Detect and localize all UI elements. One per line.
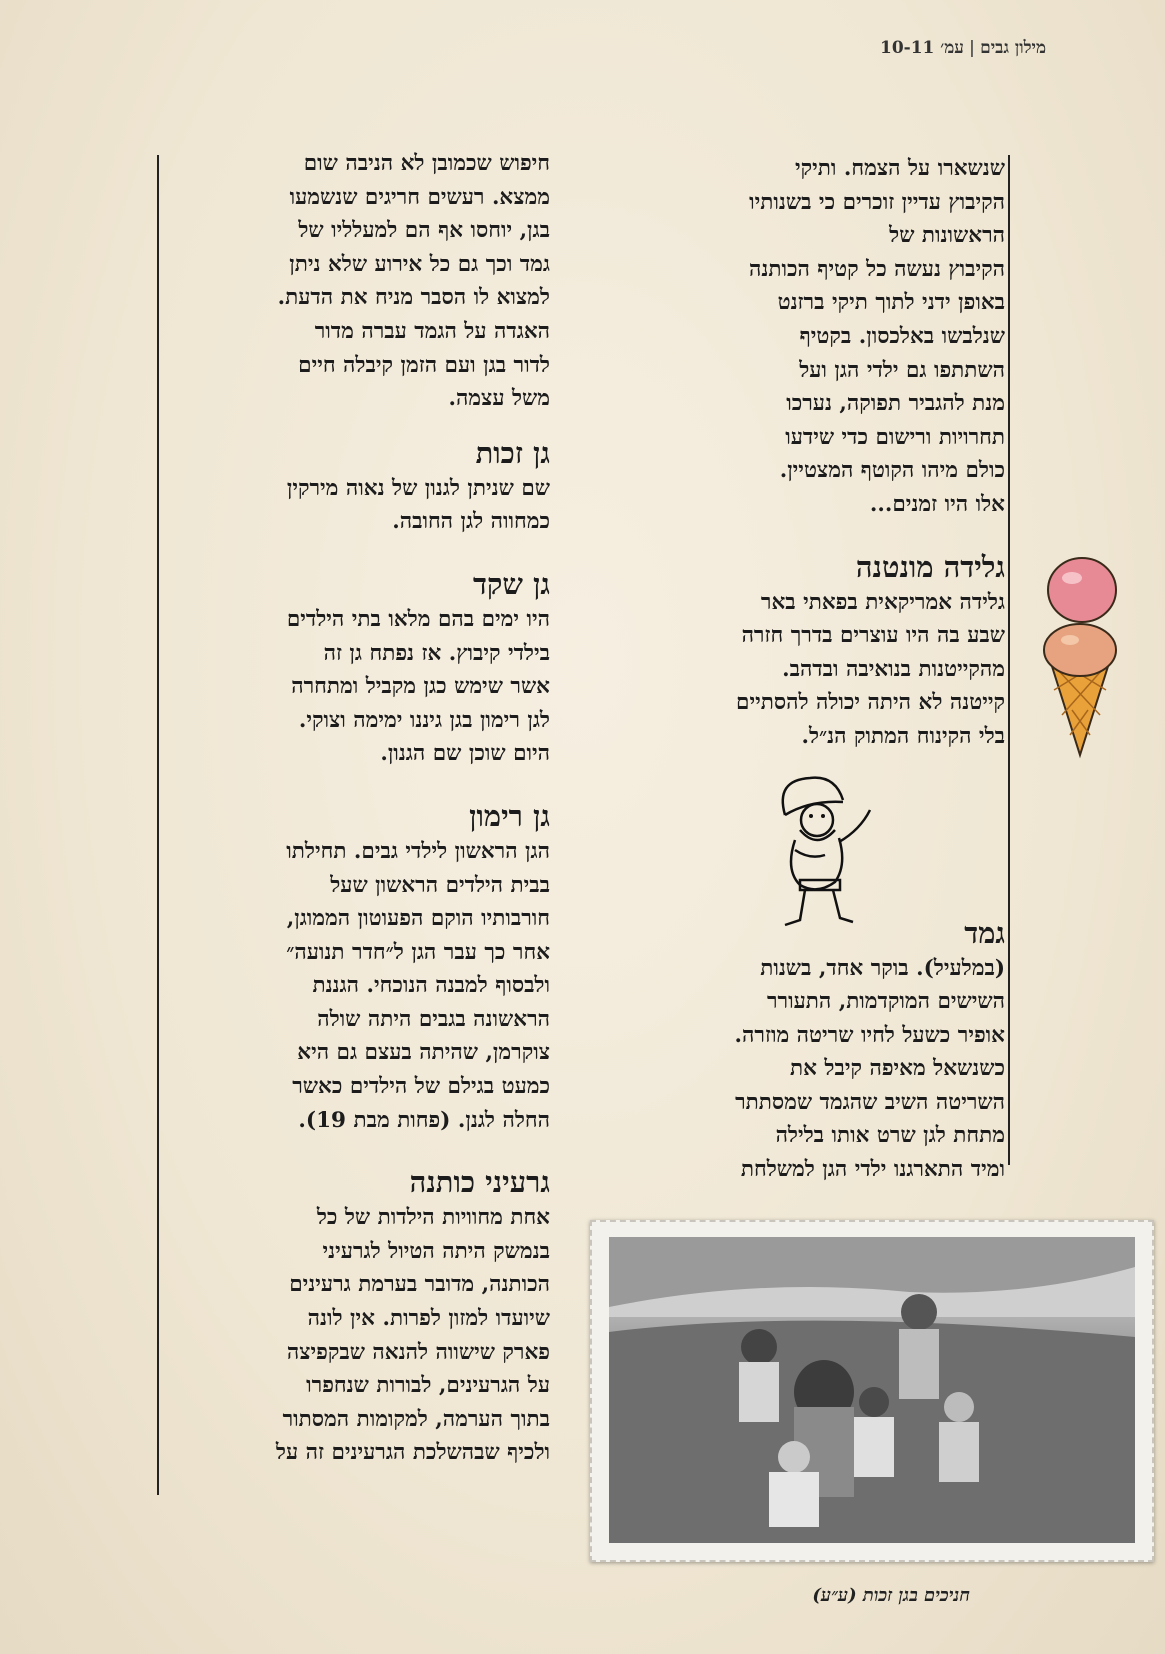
header-separator: | (968, 38, 976, 58)
photo-scene (609, 1237, 1135, 1543)
left-column (185, 147, 550, 1470)
text-line: אחת מחוויות הילדות של כל (316, 1205, 550, 1231)
text-line: בבית הילדים הראשון שעל (330, 872, 550, 898)
text-line: החלה לגנן. (פחות מבת 19). (298, 1107, 550, 1133)
right-column (600, 152, 1005, 1187)
text-line: ממצא. רעשים חריגים שנשמעו (289, 184, 550, 210)
entry-title-gan-rimon: גן רימון (469, 798, 550, 833)
text-line: מנת להגביר תפוקה, נערכו (786, 391, 1005, 417)
entry-title-garinei-kutna: גרעיני כותנה (409, 1165, 550, 1200)
text-line: באופן ידני לתוך תיקי ברזנט (777, 290, 1005, 316)
text-line: שנלבשו באלכסון. בקטיף (799, 323, 1005, 349)
ice-cream-cone-illustration (1040, 530, 1120, 760)
text-line: הקיבוץ נעשה כל קטיף הכותנה (749, 256, 1005, 282)
text-line: היו ימים בהם מלאו בתי הילדים (286, 606, 550, 632)
text-line: גמד וכך גם כל אירוע שלא ניתן (289, 251, 550, 277)
text-line: אשר שימש כגן מקביל ומתחרה (291, 674, 550, 700)
text-line: (במלעיל). בוקר אחד, בשנות (760, 955, 1005, 981)
header-title: מילון גבים (980, 38, 1047, 58)
text-line: בילדי קיבוץ. אז נפתח גן זה (323, 640, 550, 666)
text-line: על הגרעינים, לבורות שנחפרו (306, 1373, 550, 1399)
gnome-illustration (755, 770, 895, 935)
text-line: שיועדו למזון לפרות. אין לונה (307, 1306, 550, 1332)
text-line: חיפוש שכמובן לא הניבה שום (303, 151, 550, 176)
text-line: ולבסוף למבנה הנוכחי. הגננת (312, 973, 550, 999)
text-line: כמחווה לגן החובה. (392, 509, 550, 535)
kindergarten-children-photo (609, 1237, 1135, 1543)
text-line: חורבותיו הוקם הפעוטון הממוגן, (286, 906, 550, 932)
text-line: ומיד התארגנו ילדי הגן למשלחת (740, 1157, 1005, 1183)
text-line: בנמשק היתה הטיול לגרעיני (322, 1238, 550, 1264)
text-line: משל עצמה. (448, 386, 550, 412)
text-line: הכותנה, מדובר בערמת גרעינים (289, 1272, 550, 1298)
text-line: מהקייטנות בנואיבה ובדהב. (782, 656, 1005, 682)
text-line: קייטנה לא היתה יכולה להסתיים (736, 690, 1005, 716)
text-line: למצוא לו הסבר מניח את הדעת. (277, 285, 550, 311)
text-line: לגן רימון בגן גיננו ימימה וצוקי. (298, 707, 550, 733)
entry-title-gamad: גמד (964, 915, 1005, 950)
entry-title-gan-zchut: גן זכות (475, 435, 550, 470)
text-line: הקיבוץ עדיין זוכרים כי בשנותיו (749, 189, 1005, 215)
text-line: הגן הראשון לילדי גבים. תחילתו (286, 838, 550, 864)
photo-caption: חניכים בגן זכות (ע״ע) (812, 1585, 970, 1606)
right-column-rule (1008, 155, 1010, 1165)
text-line: הראשונות של (889, 223, 1005, 249)
page-header (880, 38, 1120, 58)
header-pages: עמ׳ 10-11 (880, 38, 964, 58)
text-line: השריטה השיב שהגמד שמסתתר (735, 1089, 1005, 1115)
entry-title-gelida: גלידה מונטנה (855, 549, 1005, 584)
text-line: מתחת לגן שרט אותו בלילה (775, 1123, 1005, 1149)
text-line: פארק שישווה להנאה שבקפיצה (286, 1339, 550, 1365)
text-line: אחר כך עבר הגן ל״חדר תנועה״ (286, 939, 550, 965)
text-line: אופיר כשעל לחיו שריטה מוזרה. (734, 1022, 1005, 1048)
text-line: אלו היו זמנים... (869, 491, 1005, 517)
text-line: הראשונה בגבים היתה שולה (317, 1006, 550, 1032)
text-line: כשנשאל מאיפה קיבל את (790, 1056, 1005, 1082)
text-line: כמעט בגילם של הילדים כאשר (292, 1074, 550, 1100)
text-line: השתתפו גם ילדי הגן ועל (799, 357, 1005, 383)
text-line: לדור בגן ועם הזמן קיבלה חיים (298, 352, 550, 378)
text-line: שם שניתן לגנון של נאוה מירקין (286, 475, 550, 501)
left-column-rule (157, 155, 159, 1495)
text-line: שנשארו על הצמח. ותיקי (795, 156, 1005, 181)
text-line: כולם מיהו הקוטף המצטיין. (779, 458, 1005, 484)
text-line: ולכיף שבהשלכת הגרעינים זה על (275, 1440, 550, 1466)
text-line: השישים המוקדמות, התעורר (766, 989, 1005, 1015)
text-line: היום שוכן שם הגנון. (380, 741, 550, 767)
text-line: תחרויות ורישום כדי שידעו (785, 424, 1005, 450)
text-line: בגן, יוחסו אף הם למעלליו של (298, 218, 550, 244)
text-line: האגדה על הגמד עברה מדור (314, 318, 550, 344)
text-line: שבע בה היו עוצרים בדרך חזרה (741, 623, 1005, 649)
text-line: בתוך הערמה, למקומות המסתור (282, 1406, 550, 1432)
text-line: גלידה אמריקאית בפאתי באר (760, 589, 1005, 615)
text-line: בלי הקינוח המתוק הנ״ל. (801, 723, 1005, 749)
text-line: צוקרמן, שהיתה בעצם גם היא (297, 1040, 550, 1066)
photo-frame (590, 1220, 1154, 1562)
entry-title-gan-shaked: גן שקד (472, 566, 550, 601)
